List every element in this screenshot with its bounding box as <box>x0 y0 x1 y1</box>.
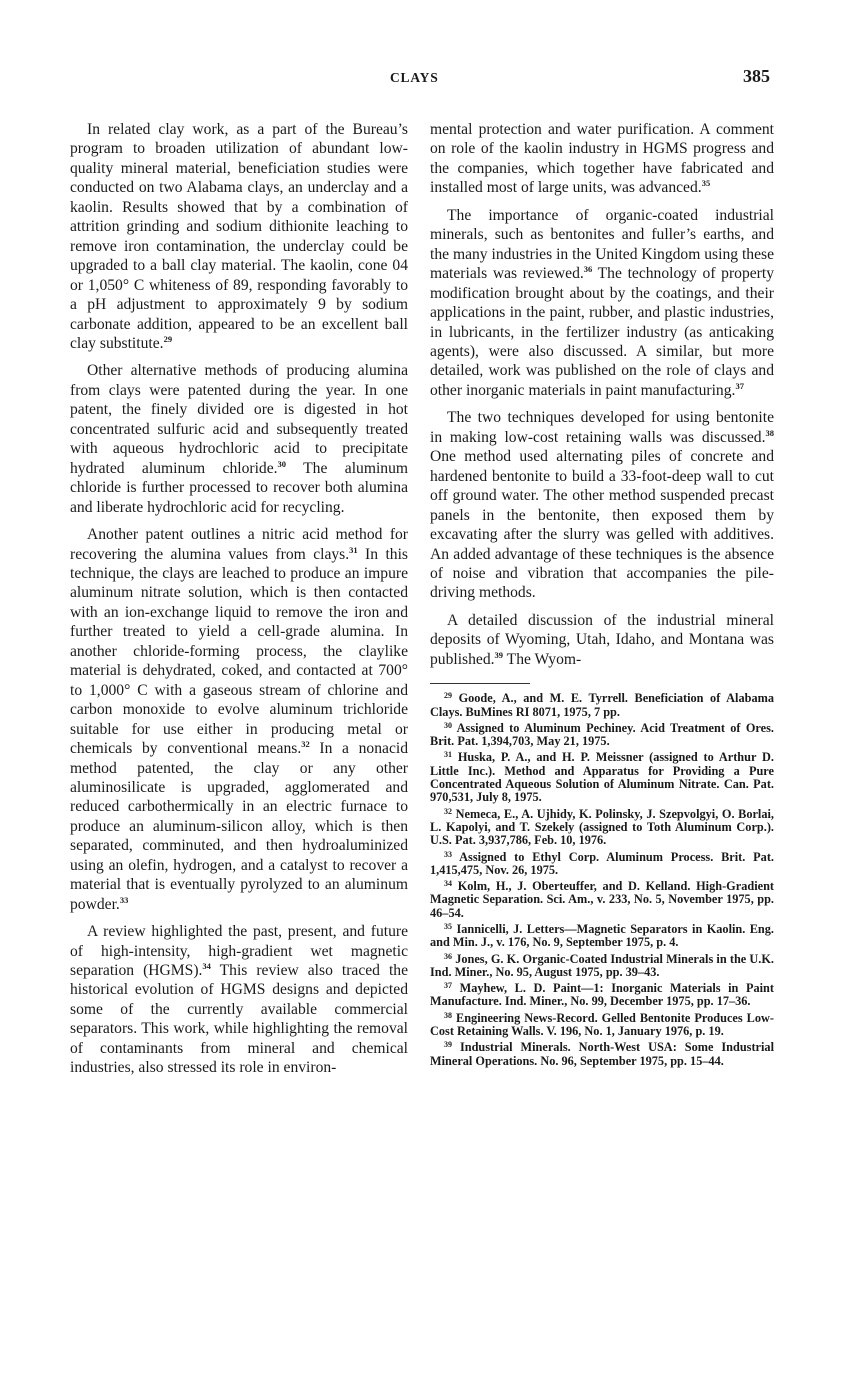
footnote-text: Assigned to Aluminum Pechiney. Acid Treatment of Ores. Brit. Pat. 1,394,703, May 21, 1975. <box>430 720 774 749</box>
paragraph-text: The technology of property modification brought about by the coatings, and their applications in the paint, rubber, and plastic industries, in lubricants, in the fertilizer industry (as anticaking agents), were also discussed. A similar, but more detailed, work was published on the role of clays and other inorganic materials in paint manufacturing. <box>430 265 774 399</box>
paragraph-text: This review also traced the historical evolution of HGMS designs and depicted some of the currently available commercial separators. This work, while highlighting the removal of contaminants from mineral and chemical industries, also stressed its role in environ- <box>70 962 408 1077</box>
footnote-ref: 34 <box>202 961 211 972</box>
paragraph-text: The Wyom- <box>503 650 582 668</box>
paragraph-text: The two techniques developed for using bentonite in making low-cost retaining walls was discussed. <box>430 409 774 446</box>
footnote-ref: 39 <box>494 649 504 660</box>
paragraph-text: The aluminum chloride is further processed to recover both alumina and liberate hydrochloric acid for recycling. <box>70 459 409 516</box>
footnote-number: 30 <box>444 720 452 730</box>
footnote-text: Jones, G. K. Organic-Coated Industrial Minerals in the U.K. Ind. Miner., No. 95, August 1975, pp. 39–43. <box>430 951 775 979</box>
footnote-ref: 30 <box>277 458 287 469</box>
footnote-ref: 32 <box>301 739 310 750</box>
footnote-text: Iannicelli, J. Letters—Magnetic Separators in Kaolin. Eng. and Min. J., v. 176, No. 9, September 1975, p. 4. <box>430 921 774 950</box>
footnote-number: 32 <box>444 806 452 816</box>
running-head: CLAYS <box>390 70 439 85</box>
right-column <box>430 120 774 1071</box>
footnote-number: 33 <box>444 849 452 859</box>
footnote-text: Goode, A., and M. E. Tyrrell. Beneficiation of Alabama Clays. BuMines RI 8071, 1975, 7 pp. <box>430 691 774 719</box>
footnote-ref: 35 <box>701 178 711 189</box>
footnote-number: 36 <box>444 951 452 961</box>
footnote-ref: 33 <box>119 894 129 905</box>
footnote-number: 35 <box>444 921 452 931</box>
footnote-text: Kolm, H., J. Oberteuffer, and D. Kelland. High-Gradient Magnetic Separation. Sci. Am., v. 233, No. 5, November 1975, pp. 46–54. <box>430 879 774 920</box>
footnote-number: 34 <box>444 879 452 889</box>
paragraph-text: In a nonacid method patented, the clay or any other aluminosilicate is upgraded, agglomerated and reduced carbothermically in an electric furnace to produce an aluminum-silicon alloy, which is then separated, comminuted, and then hydroaluminized using an olefin, hydrogen, and a catalyst to recover a material that is eventually pyrolyzed to an aluminum powder. <box>70 740 408 913</box>
footnote-number: 38 <box>444 1010 452 1020</box>
footnote-divider <box>430 683 530 684</box>
paragraph-text: In this technique, the clays are leached to produce an impure aluminum nitrate solution, which is then contacted with an ion-exchange liquid to remove the iron and further treated to yield a cell-grade alumina. In another chloride-forming process, the claylike material is dehydrated, coked, and contacted at 700° to 1,000° C with a gaseous stream of chlorine and carbon monoxide to evolve aluminum trichloride suitable for use either in producing metal or chemicals by conventional means. <box>70 545 408 758</box>
footnote-number: 31 <box>444 750 452 760</box>
paragraph <box>430 408 774 603</box>
footnote-ref: 31 <box>349 544 358 555</box>
footnote-text: Huska, P. A., and H. P. Meissner (assigned to Arthur D. Little Inc.). Method and Apparatus for Providing a Pure Concentrated Aqueous Solution of Aluminum Nitrate. Can. Pat. 970,531, July 8, 1975. <box>430 750 774 805</box>
page-number: 385 <box>743 66 770 86</box>
paragraph <box>70 120 408 353</box>
footnotes <box>430 692 774 1068</box>
footnote-ref: 38 <box>765 427 774 438</box>
footnote <box>430 722 774 749</box>
footnote <box>430 808 774 848</box>
footnote <box>430 1041 774 1068</box>
paragraph-text: Other alternative methods of producing alumina from clays were patented during the year. In one patent, the finely divided ore is digested in hot concentrated sulfuric acid and subsequently treated with aqueous hydrochloric acid to precipitate hydrated aluminum chloride. <box>70 362 408 477</box>
footnote <box>430 880 774 920</box>
footnote <box>430 1012 774 1039</box>
footnote-text: Industrial Minerals. North-West USA: Some Industrial Mineral Operations. No. 96, September 1975, pp. 15–44. <box>430 1040 774 1068</box>
footnote <box>430 692 774 719</box>
footnote-number: 29 <box>444 691 452 701</box>
footnote <box>430 851 774 878</box>
footnote-text: Nemeca, E., A. Ujhidy, K. Polinsky, J. Szepvolgyi, O. Borlai, L. Kapolyi, and T. Szekely (assigned to Toth Aluminum Corp.). U.S. Pat. 3,937,786, Feb. 10, 1976. <box>430 806 774 848</box>
paragraph <box>430 206 774 401</box>
paragraph <box>430 120 774 198</box>
paragraph-text: A review highlighted the past, present, and future of high-intensity, high-gradient wet magnetic separation (HGMS). <box>70 923 408 980</box>
paragraph <box>70 525 408 914</box>
footnote <box>430 923 774 950</box>
paragraph <box>430 611 774 669</box>
paragraph <box>70 361 408 517</box>
paragraph-text: In related clay work, as a part of the Bureau’s program to broaden utilization of abundant low-quality mineral material, beneficiation studies were conducted on two Alabama clays, an underclay and a kaolin. Results showed that by a combination of attrition grinding and sodium dithionite leaching to remove iron contamination, the underclay could be upgraded to a ball clay material. The kaolin, cone 04 or 1,050° C whiteness of 89, responding favorably to a pH adjustment to approximately 9 by sodium carbonate addition, appeared to be an excellent ball clay substitute. <box>70 121 408 352</box>
footnote-ref: 37 <box>735 380 744 391</box>
paragraph-text: A detailed discussion of the industrial mineral deposits of Wyoming, Utah, Idaho, and Montana was published. <box>430 611 774 668</box>
paragraph <box>70 922 408 1078</box>
paragraph-text: mental protection and water purification. A comment on role of the kaolin industry in HGMS progress and the companies, which together have fabricated and installed most of large units, was advanced. <box>430 121 774 197</box>
footnote-number: 39 <box>444 1040 452 1050</box>
footnote-text: Assigned to Ethyl Corp. Aluminum Process. Brit. Pat. 1,415,475, Nov. 26, 1975. <box>430 849 774 877</box>
paragraph-text: The importance of organic-coated industrial minerals, such as bentonites and fuller’s earths, and the many industries in the United Kingdom using these materials was reviewed. <box>430 206 774 283</box>
footnote-text: Engineering News-Record. Gelled Bentonite Produces Low-Cost Retaining Walls. V. 196, No. 1, January 1976, p. 19. <box>430 1010 775 1039</box>
left-column <box>70 120 408 1086</box>
footnote-ref: 36 <box>583 264 593 275</box>
paragraph-text: One method used alternating piles of concrete and hardened bentonite to build a 33-foot-deep wall to cut off ground water. The other method suspended precast panels in the bentonite, then exposed them by excavating after the slurry was gelled with additives. An added advantage of these techniques is the absence of noise and vibration that accompanies the pile-driving methods. <box>430 448 774 602</box>
footnote-ref: 29 <box>163 333 173 344</box>
footnote-text: Mayhew, L. D. Paint—1: Inorganic Materials in Paint Manufacture. Ind. Miner., No. 99, December 1975, pp. 17–36. <box>430 981 774 1009</box>
footnote <box>430 982 774 1009</box>
footnote-number: 37 <box>444 981 452 991</box>
footnote <box>430 751 774 804</box>
footnote <box>430 953 774 980</box>
paragraph-text: Another patent outlines a nitric acid method for recovering the alumina values from clays. <box>70 526 408 563</box>
